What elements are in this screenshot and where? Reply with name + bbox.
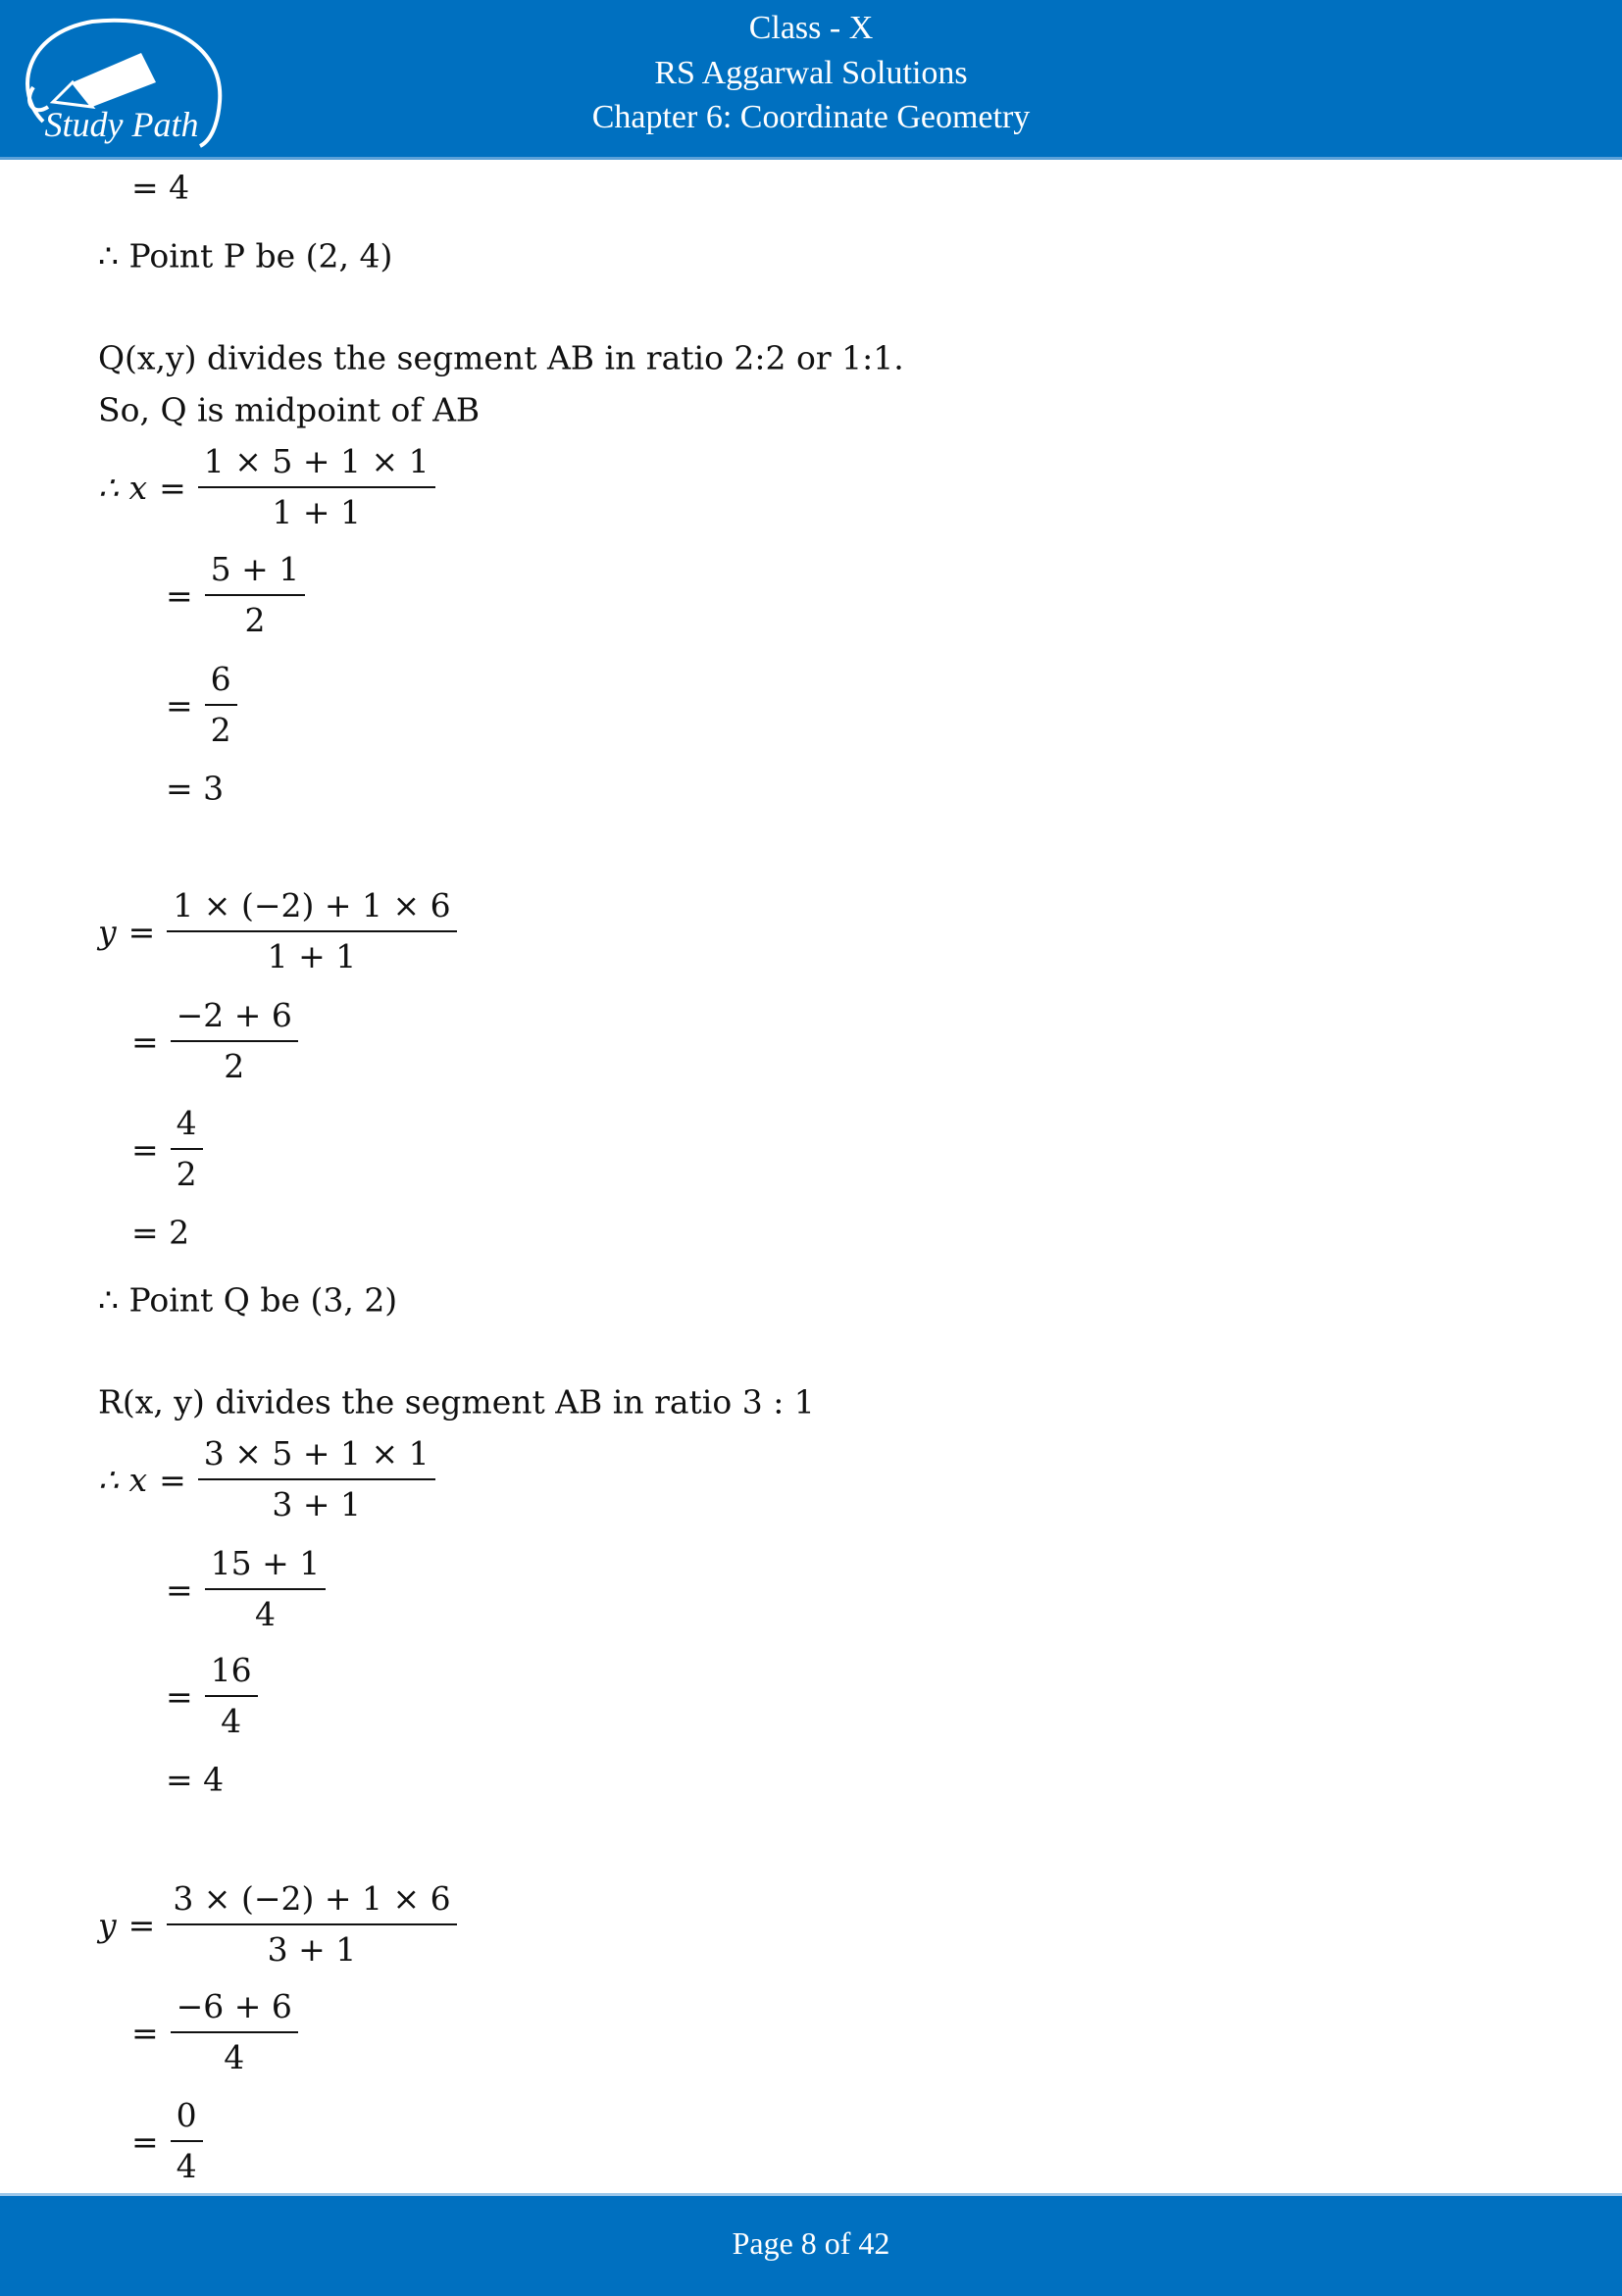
numerator: 6	[205, 655, 237, 706]
equals: =	[159, 468, 186, 507]
fraction	[167, 881, 456, 981]
denominator: 2	[176, 1155, 197, 1193]
numerator: 1 × 5 + 1 × 1	[198, 437, 435, 488]
equals: =	[131, 2121, 159, 2161]
page-header	[0, 0, 1622, 160]
denominator: 4	[254, 1595, 276, 1633]
equals: =	[166, 575, 193, 615]
denominator: 3 + 1	[272, 1485, 362, 1523]
numerator: 15 + 1	[205, 1539, 327, 1590]
denominator: 1 + 1	[267, 937, 357, 975]
header-book: RS Aggarwal Solutions	[654, 55, 968, 91]
page-label: Page	[732, 2225, 793, 2261]
denominator: 1 + 1	[272, 493, 362, 531]
equation	[98, 437, 435, 537]
eq-line: = 4	[131, 168, 190, 207]
numerator: 0	[171, 2091, 203, 2142]
numerator: 3 × 5 + 1 × 1	[198, 1429, 435, 1480]
equation	[98, 1429, 435, 1529]
equals: =	[131, 2013, 159, 2052]
lhs: ∴ x	[98, 468, 148, 507]
fraction	[198, 1429, 435, 1529]
numerator: 4	[171, 1099, 203, 1150]
equation	[166, 655, 237, 755]
fraction	[205, 1539, 327, 1639]
fraction	[205, 655, 237, 755]
denominator: 4	[221, 1702, 242, 1740]
numerator: −6 + 6	[171, 1982, 298, 2033]
equation	[131, 991, 298, 1091]
text-line: ∴ Point Q be (3, 2)	[98, 1280, 398, 1320]
equals: =	[166, 685, 193, 724]
equation	[131, 2091, 203, 2191]
lhs: y	[98, 1905, 117, 1944]
equation	[131, 1099, 203, 1199]
page-footer	[0, 2193, 1622, 2296]
fraction	[198, 437, 435, 537]
lhs: y	[98, 912, 117, 951]
numerator: 3 × (−2) + 1 × 6	[167, 1874, 456, 1925]
equals: =	[159, 1460, 186, 1499]
text-line: Q(x,y) divides the segment AB in ratio 2:2 or 1:1.	[98, 338, 904, 377]
of-label: of	[824, 2225, 851, 2261]
equation	[166, 545, 305, 645]
eq-line: = 2	[131, 1213, 190, 1252]
denominator: 2	[224, 1047, 245, 1085]
fraction	[205, 1646, 258, 1746]
text-line: ∴ Point P be (2, 4)	[98, 236, 393, 275]
equals: =	[166, 1676, 193, 1716]
svg-text:Study Path: Study Path	[44, 105, 199, 144]
denominator: 3 + 1	[267, 1930, 357, 1969]
fraction	[167, 1874, 456, 1974]
numerator: 16	[205, 1646, 258, 1697]
denominator: 2	[244, 601, 266, 639]
text-line: So, Q is midpoint of AB	[98, 390, 481, 429]
fraction	[171, 1982, 298, 2082]
fraction	[205, 545, 306, 645]
numerator: 1 × (−2) + 1 × 6	[167, 881, 456, 932]
eq-line: = 4	[166, 1760, 225, 1799]
equation	[131, 1982, 298, 2082]
total-pages: 42	[858, 2225, 890, 2261]
header-class: Class - X	[748, 10, 874, 46]
equals: =	[127, 912, 156, 951]
equals: =	[166, 1570, 193, 1609]
fraction	[171, 1099, 203, 1199]
fraction	[171, 2091, 203, 2191]
equals: =	[131, 1129, 159, 1169]
numerator: 5 + 1	[205, 545, 306, 596]
equation	[98, 881, 457, 981]
eq-line: = 3	[166, 769, 225, 808]
numerator: −2 + 6	[171, 991, 298, 1042]
equals: =	[127, 1905, 156, 1944]
page-number	[0, 2225, 1622, 2262]
equals: =	[131, 1022, 159, 1061]
header-chapter: Chapter 6: Coordinate Geometry	[591, 99, 1031, 135]
denominator: 2	[210, 711, 231, 749]
denominator: 4	[176, 2147, 197, 2185]
current-page: 8	[800, 2225, 817, 2261]
lhs: ∴ x	[98, 1460, 148, 1499]
fraction	[171, 991, 298, 1091]
denominator: 4	[224, 2038, 245, 2076]
text-line: R(x, y) divides the segment AB in ratio 3 : 1	[98, 1382, 815, 1422]
equation	[166, 1646, 258, 1746]
equation	[98, 1874, 457, 1974]
equation	[166, 1539, 326, 1639]
